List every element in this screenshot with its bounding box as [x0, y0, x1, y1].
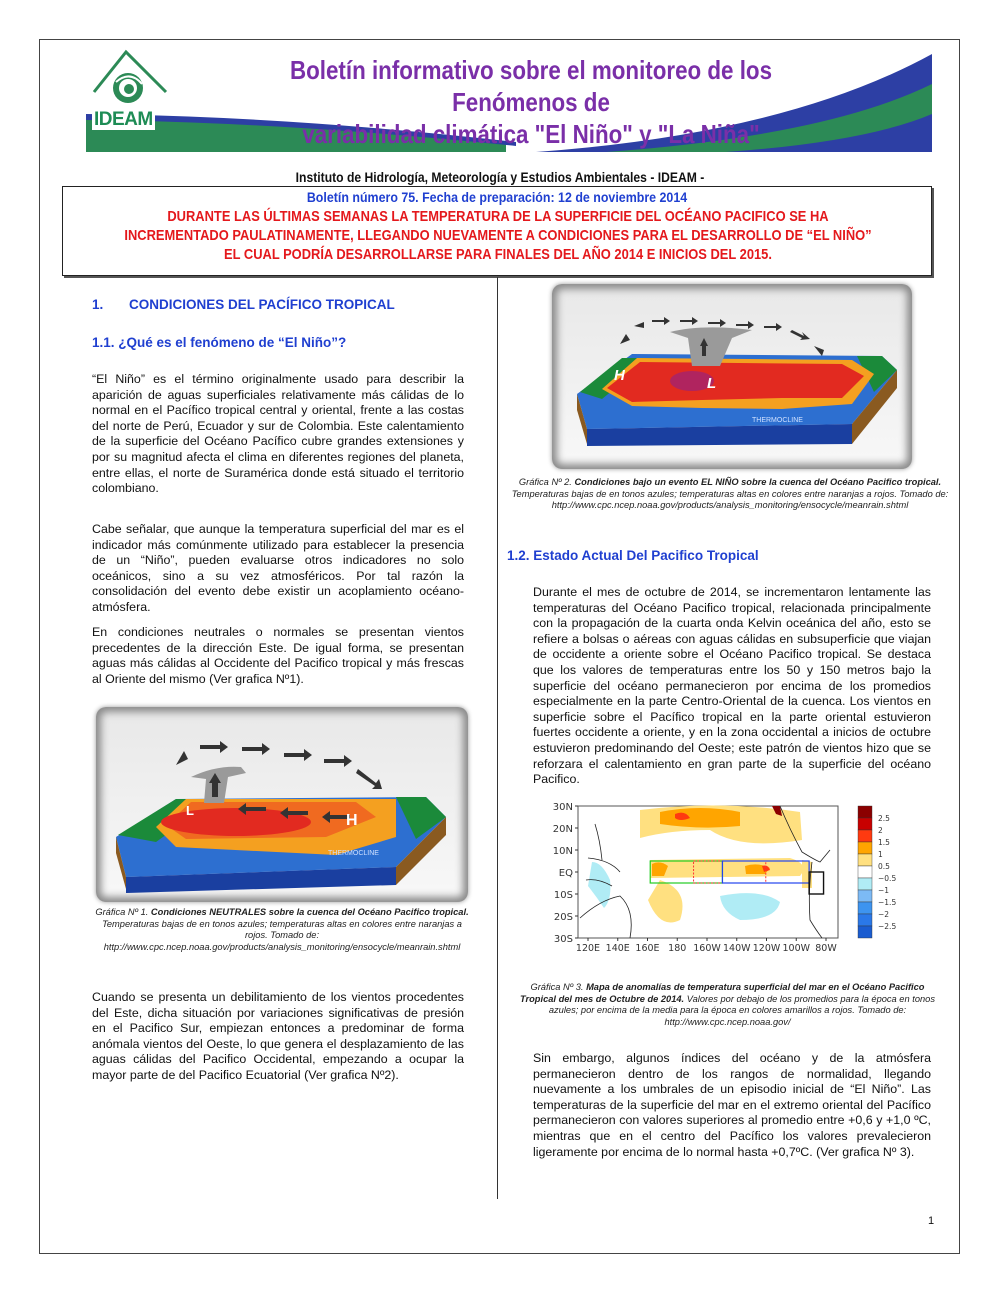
colorbar-label: −2 [878, 910, 890, 919]
caption-bold: Condiciones bajo un evento EL NIÑO sobre la cuenca del Océano Pacifico tropical. [574, 477, 942, 487]
y-tick-label: 30N [552, 802, 573, 813]
figure-2-el-nino-conditions [552, 284, 912, 469]
y-tick-label: 10S [553, 890, 573, 901]
bulletin-title [230, 54, 832, 150]
x-tick-label: 100W [782, 943, 811, 954]
low-pressure-label: L [707, 375, 717, 392]
colorbar-swatch [858, 890, 872, 902]
sst-map-svg [540, 800, 900, 960]
anomaly-patch [660, 808, 740, 828]
caption-bold: Condiciones NEUTRALES sobre la cuenca del Océano Pacifico tropical. [150, 907, 469, 917]
paragraph-october-conditions: Durante el mes de octubre de 2014, se incrementaron lentamente las temperaturas del Océano Pacifico tropical, relacionada principalmente con la propagación de la cuarta onda Kelvin oceánica del año, esto se refiere a bolsas o aéreas con aguas cálidas en subsuperficie que viajan de occidente a oriente sobre el Océano Pacifico tropical. Se destaca que los valores de temperaturas entre los 50 y 150 metros bajo la superficie del océano permanecieron por encima de los promedios especialmente en la parte Centro-Oriental de la cuenca. Los vientos en superficie sobre el Pacífico tropical en la parte oriental estuvieron fuertes occidente a oriente, y en la zona occidental a inicios de octubre estuvieron predominando del Oeste; este patrón de vientos hizo que se reforzara el calentamiento en gran parte de la superficie del océano Pacifico. [533, 585, 931, 787]
y-tick-label: 20N [552, 824, 573, 835]
caption-url: http://www.cpc.ncep.noaa.gov/ [664, 1016, 791, 1027]
figure-2-caption [510, 477, 950, 512]
bulletin-info: Boletín número 75. Fecha de preparación: 12 de noviembre 2014 [306, 190, 688, 205]
ideam-logo [86, 44, 182, 144]
x-tick-label: 180 [668, 943, 687, 954]
caption-bold: Mapa de anomalías de temperatura superficial del mar en el Océano Pacifico Tropical del mes de Octubre de 2014. [520, 982, 925, 1004]
caption-url: http://www.cpc.ncep.noaa.gov/products/analysis_monitoring/ensocycle/meanrain.shtml [551, 500, 909, 510]
thermocline-label: THERMOCLINE [328, 850, 379, 857]
title-line-1: Boletín informativo sobre el monitoreo de los Fenómenos de [289, 55, 773, 117]
x-tick-label: 140W [722, 943, 751, 954]
el-nino-diagram [552, 284, 912, 469]
colorbar-label: 1.5 [878, 838, 890, 847]
header-banner [86, 44, 932, 152]
headline-line-1: DURANTE LAS ÚLTIMAS SEMANAS LA TEMPERATURA DE LA SUPERFICIE DEL OCÉANO PACIFICO SE HA [167, 208, 829, 225]
colorbar-swatch [858, 818, 872, 830]
colorbar-swatch [858, 854, 872, 866]
section-number: 1. [92, 297, 104, 312]
section-1-2-heading: 1.2. Estado Actual Del Pacifico Tropical [507, 548, 759, 563]
logo-text: IDEAM [94, 109, 153, 130]
x-tick-label: 80W [815, 943, 837, 954]
colorbar-swatch [858, 926, 872, 938]
x-tick-label: 160E [635, 943, 660, 954]
institute-name: Instituto de Hidrología, Meteorología y Estudios Ambientales - IDEAM - [295, 170, 705, 185]
caption-prefix: Gráfica Nº 3. [530, 982, 587, 992]
caption-text: Temperaturas bajas de en tonos azules; temperaturas altas en colores entre naranjas a rojos. Tomado de: [511, 488, 949, 499]
paragraph-indices: Sin embargo, algunos índices del océano y de la atmósfera permanecieron dentro de los rangos de normalidad, llegando nuevamente a los umbrales de un episodio inicial de “El Niño”. Las temperaturas de la superficie del mar en el extremo oriental del Pacífico permanecieron con valores superiores al promedio entre +0,6 y +1,0 ºC, mientras que en el centro del Pacífico los valores prevalecieron ligeramente por encima de lo normal hasta +0,7ºC. (Ver grafica Nº 3). [533, 1051, 931, 1159]
headline-line-2: INCREMENTADO PAULATINAMENTE, LLEGANDO NUEVAMENTE A CONDICIONES PARA EL DESARROLLO DE “EL NIÑO” [124, 227, 872, 244]
colorbar-label: −2.5 [878, 922, 897, 931]
caption-url: http://www.cpc.ncep.noaa.gov/products/analysis_monitoring/ensocycle/meanrain.shtml [103, 941, 461, 952]
colorbar-label: 2 [878, 826, 883, 835]
y-tick-label: 20S [553, 912, 573, 923]
caption-text: Valores por debajo de los promedios para la época en tonos azules; por encima de la media para la época en colores amarillos a rojos. Tomado de: [548, 993, 935, 1015]
low-pressure-label: L [186, 803, 194, 818]
paragraph-el-nino-definition: “El Niño” es el término originalmente usado para describir la aparición de aguas superficiales relativamente más cálidas de lo normal en el Pacífico tropical central y oriental, frente a las costas del norte de Perú, Ecuador y sur de Colombia. Este calentamiento de la superficie del Océano Pacífico cubre grandes extensiones y por su magnitud afecta el clima en diferentes regiones del planeta, entre ellas, el norte de Suramérica donde está situado el territorio colombiano. [92, 372, 464, 496]
colorbar-swatch [858, 866, 872, 878]
section-1-heading [92, 297, 395, 312]
neutral-diagram [96, 707, 468, 902]
colorbar-label: 1 [878, 850, 883, 859]
high-pressure-label: H [346, 812, 358, 829]
thermocline-label: THERMOCLINE [752, 417, 803, 424]
colorbar-swatch [858, 830, 872, 842]
y-tick-label: 30S [553, 934, 573, 945]
section-title: CONDICIONES DEL PACÍFICO TROPICAL [129, 297, 395, 312]
x-tick-label: 160W [693, 943, 721, 954]
colorbar-swatch [858, 806, 872, 818]
section-1-1-heading: 1.1. ¿Qué es el fenómeno de “El Niño”? [92, 335, 347, 350]
y-tick-label: EQ [558, 868, 573, 879]
page-number: 1 [928, 1215, 935, 1227]
figure-3-sst-anomaly-map [540, 800, 900, 960]
headline-line-3: EL CUAL PODRÍA DESARROLLARSE PARA FINALES DEL AÑO 2014 E INICIOS DEL 2015. [224, 246, 772, 263]
x-tick-label: 140E [605, 943, 630, 954]
colorbar-label: −1.5 [878, 898, 897, 907]
title-line-2: variabilidad climática "El Niño" y "La Niña" [302, 119, 760, 149]
headline-box [62, 186, 932, 276]
headline [64, 207, 933, 264]
figure-1-neutral-conditions [96, 707, 468, 902]
colorbar-label: −1 [878, 886, 890, 895]
colorbar-swatch [858, 902, 872, 914]
colorbar-swatch [858, 914, 872, 926]
high-pressure-label: H [614, 367, 625, 384]
colorbar-label: 2.5 [878, 814, 890, 823]
colorbar-label: −0.5 [878, 874, 897, 883]
x-tick-label: 120E [575, 943, 601, 954]
x-tick-label: 120W [752, 943, 781, 954]
figure-1-caption [92, 907, 472, 953]
caption-prefix: Gráfica Nº 1. [95, 907, 151, 917]
y-tick-label: 10N [552, 846, 573, 857]
paragraph-neutral-conditions: En condiciones neutrales o normales se presentan vientos precedentes de la dirección Este. De igual forma, se presentan aguas más cálidas al Occidente del Pacifico tropical y más frescas al Oriente del mismo (Ver grafica Nº1). [92, 625, 464, 686]
colorbar-label: 0.5 [878, 862, 890, 871]
caption-text: Temperaturas bajas de en tonos azules; temperaturas altas en colores entre naranjas a rojos. Tomado de: [102, 918, 462, 940]
caption-prefix: Gráfica Nº 2. [518, 477, 575, 487]
column-divider [497, 277, 498, 1199]
paragraph-weakening-winds: Cuando se presenta un debilitamiento de los vientos procedentes del Este, dicha situación por variaciones significativas de presión en el Pacifico Sur, empiezan entonces a predominar de forma anómala vientos del Oeste, lo que genera el desplazamiento de las aguas cálidas del Pacifico Occidental, empezando a ocupar la mayor parte de del Pacifico Ecuatorial (Ver grafica Nº2). [92, 990, 464, 1082]
colorbar-swatch [858, 842, 872, 854]
colorbar-swatch [858, 878, 872, 890]
paragraph-indicators: Cabe señalar, que aunque la temperatura superficial del mar es el indicador más comúnmente utilizado para establecer la presencia de un “Niño”, pueden evaluarse otros indicadores no solo oceánicos, sino a su vez atmosféricos. Por tal razón la consolidación del evento debe existir un acoplamiento océano-atmósfera. [92, 522, 464, 614]
figure-3-caption [515, 982, 940, 1028]
